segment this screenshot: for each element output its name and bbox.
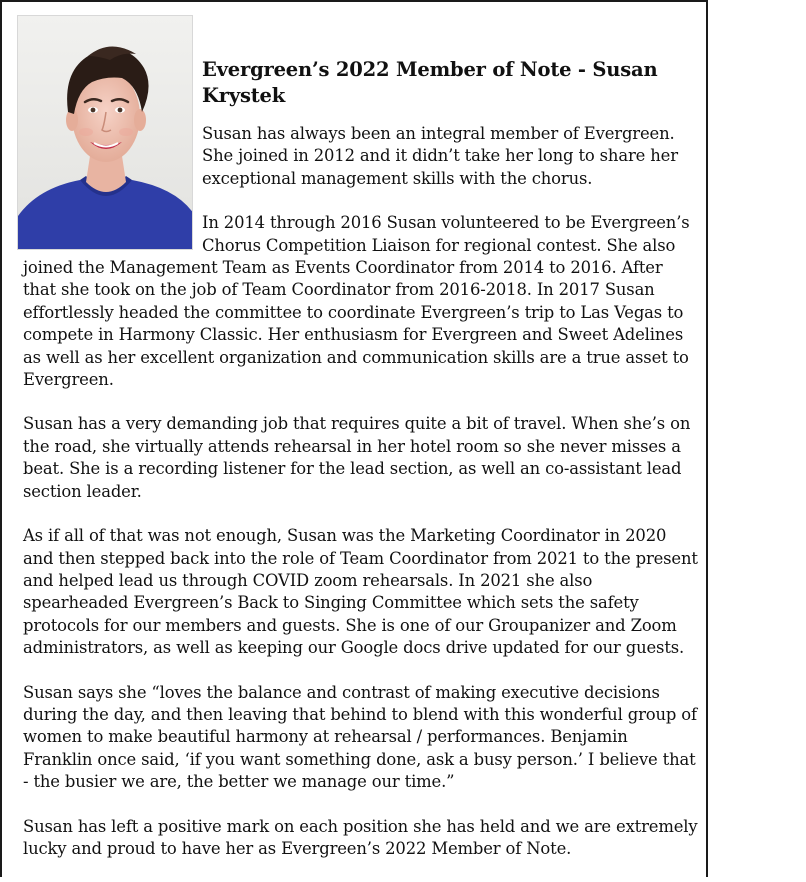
paragraph-marketing: As if all of that was not enough, Susan was the Marketing Coordinator in 2020 and then stepped back into the role of Team Coordinator from 2021 to the present and helped lead us through COVID zoom rehearsals. In 2021 she also spearheaded Evergreen’s Back to Singing Committee which sets the safety protocols for our members and guests. She is one of our Groupanizer and Zoom administrators, as well as keeping our Google docs drive updated for our guests. (23, 526, 698, 658)
paragraph-membership: Susan has always been an integral member of Evergreen. She joined in 2012 and it didn’t take her long to share her exceptional management skills with the chorus. (202, 124, 678, 188)
paragraph-quote: Susan says she “loves the balance and contrast of making executive decisions during the day, and then leaving that behind to blend with this wonderful group of women to make beautiful harmony at rehearsal / performances. Benjamin Franklin once said, ‘if you want something done, ask a busy person.’ I believe that - the busier we are, the better we manage our time.” (23, 682, 697, 792)
member-portrait-photo (17, 15, 193, 250)
article-body (23, 15, 699, 882)
paragraph-closing: Susan has left a positive mark on each position she has held and we are extremely lucky and proud to have her as Evergreen’s 2022 Member of Note. (23, 816, 698, 858)
article-title: Evergreen’s 2022 Member of Note - Susan Krystek (202, 58, 658, 107)
paragraph-travel: Susan has a very demanding job that requires quite a bit of travel. When she’s on the road, she virtually attends rehearsal in her hotel room so she never misses a beat. She is a recording listener for the lead section, as well an co-assistant lead section leader. (23, 414, 691, 501)
paragraph-competition-liaison: In 2014 through 2016 Susan volunteered to be Evergreen’s Chorus Competition Liaison for regional contest. She also joined the Management Team as Events Coordinator from 2014 to 2016. After that she took on the job of Team Coordinator from 2016-2018. In 2017 Susan effortlessly headed the committee to coordinate Evergreen’s trip to Las Vegas to compete in Harmony Classic. Her enthusiasm for Evergreen and Sweet Adelines as well as her excellent organization and communication skills are a true asset to Evergreen. (23, 213, 690, 390)
